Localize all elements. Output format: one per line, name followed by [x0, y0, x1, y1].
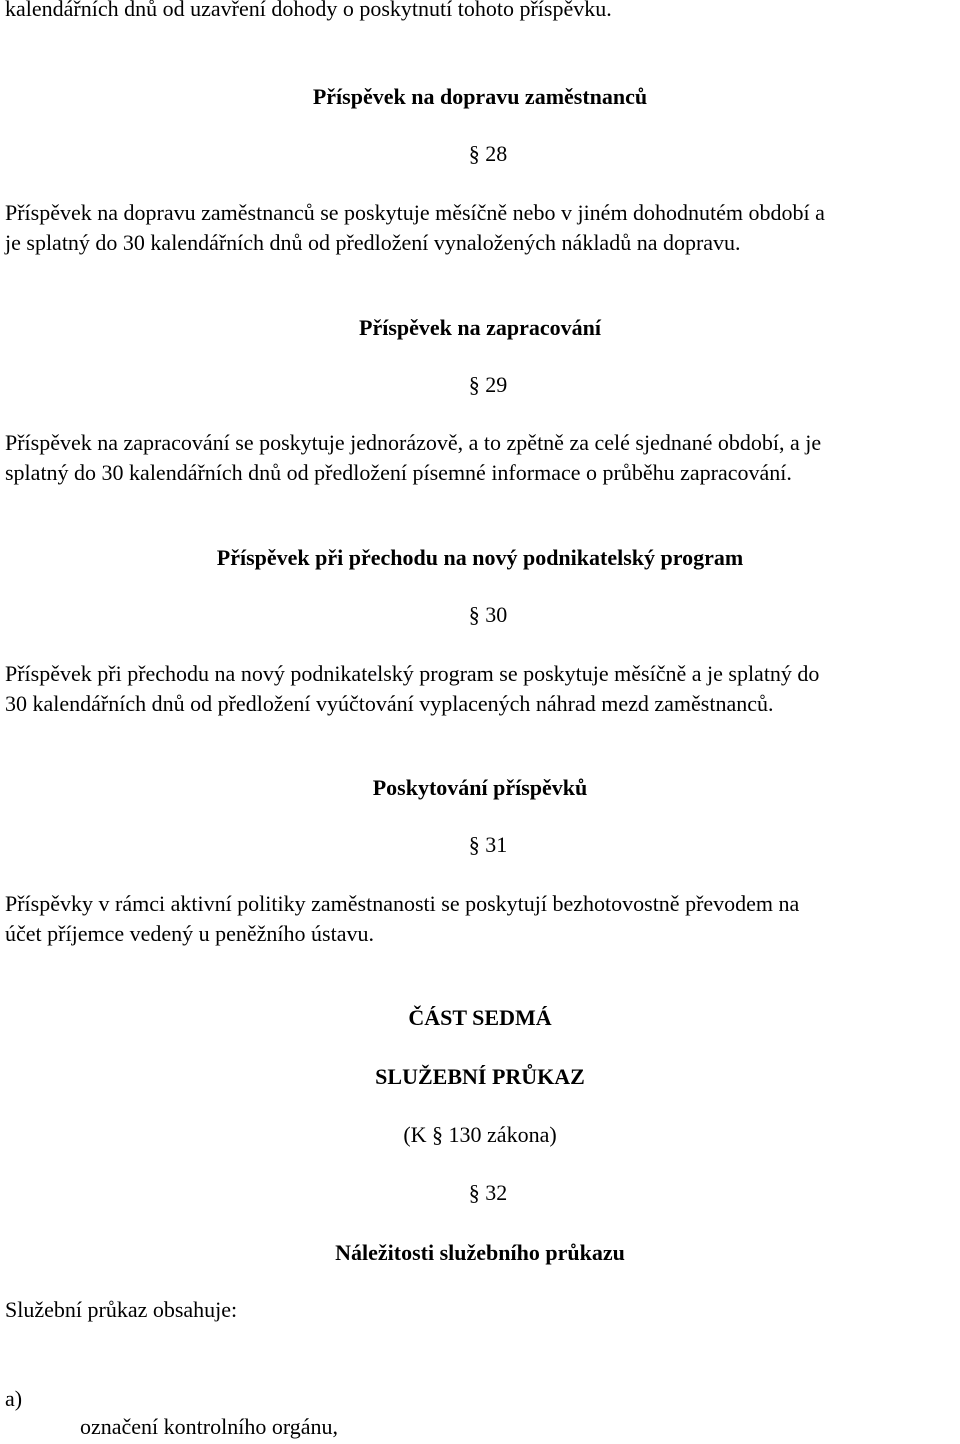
section-number-28: § 28 [468, 141, 508, 166]
section-number-30: § 30 [468, 602, 508, 627]
part-title: ČÁST SEDMÁ [408, 1005, 552, 1030]
section-number-31: § 31 [468, 832, 508, 857]
heading-doprava: Příspěvek na dopravu zaměstnanců [312, 84, 648, 109]
section-number-32: § 32 [468, 1180, 508, 1205]
paragraph-29-line-1: Příspěvek na zapracování se poskytuje jednorázově, a to zpětně za celé sjednané období, a je [5, 430, 822, 455]
paragraph-30-line-1: Příspěvek při přechodu na nový podnikatelský program se poskytuje měsíčně a je splatný do [5, 661, 820, 686]
heading-zapracovani: Příspěvek na zapracování [359, 315, 601, 340]
heading-nalezitosti: Náležitosti služebního průkazu [335, 1240, 625, 1265]
section-number-29: § 29 [468, 372, 508, 397]
intro-text-line: kalendářních dnů od uzavření dohody o poskytnutí tohoto příspěvku. [5, 0, 612, 21]
paragraph-28-line-1: Příspěvek na dopravu zaměstnanců se poskytuje měsíčně nebo v jiném dohodnutém období a [5, 200, 825, 225]
paragraph-31-line-1: Příspěvky v rámci aktivní politiky zaměstnanosti se poskytují bezhotovostně převodem na [5, 891, 800, 916]
list-item-letter: a) [5, 1386, 23, 1411]
list-intro: Služební průkaz obsahuje: [5, 1297, 238, 1322]
paragraph-30-line-2: 30 kalendářních dnů od předložení vyúčtování vyplacených náhrad mezd zaměstnanců. [5, 691, 774, 716]
paragraph-31-line-2: účet příjemce vedený u peněžního ústavu. [5, 921, 374, 946]
part-subtitle: SLUŽEBNÍ PRŮKAZ [375, 1064, 585, 1089]
heading-poskytovani: Poskytování příspěvků [372, 775, 588, 800]
paragraph-29-line-2: splatný do 30 kalendářních dnů od předložení písemné informace o průběhu zapracování. [5, 460, 792, 485]
heading-podnikatelsky-program: Příspěvek při přechodu na nový podnikatelský program [216, 545, 744, 570]
paragraph-28-line-2: je splatný do 30 kalendářních dnů od předložení vynaložených nákladů na dopravu. [5, 230, 741, 255]
list-item-text: označení kontrolního orgánu, [80, 1414, 339, 1439]
law-reference: (K § 130 zákona) [403, 1122, 557, 1147]
